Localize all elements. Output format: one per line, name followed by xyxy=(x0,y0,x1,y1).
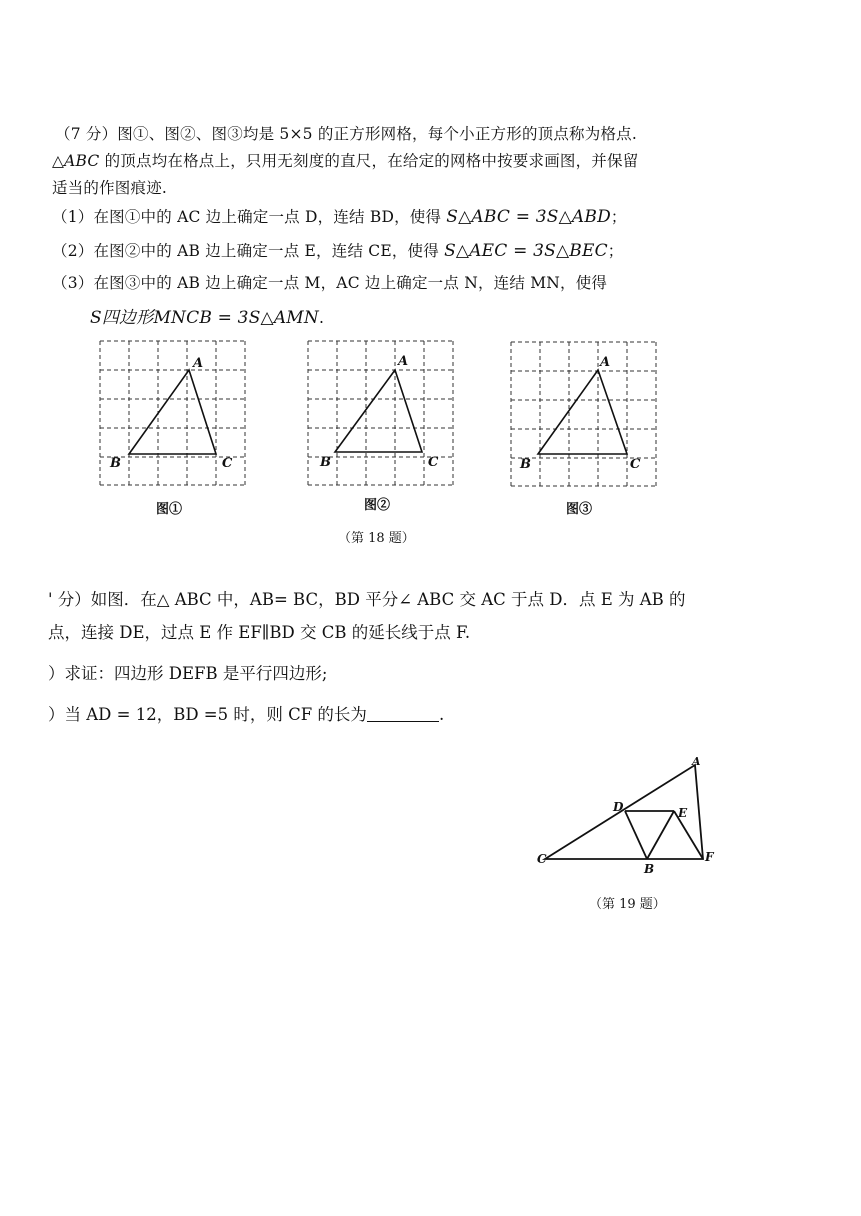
answer-blank xyxy=(367,707,439,722)
q19-part1: ）求证：四边形 DEFB 是平行四边形; xyxy=(48,664,328,683)
q19-figure xyxy=(530,750,730,875)
q19-label-e: E xyxy=(678,806,688,820)
q19-line1: ' 分）如图．在△ ABC 中，AB= BC，BD 平分∠ ABC 交 AC 于点 D．点 E 为 AB 的 xyxy=(48,590,686,609)
q18-part3-formula-line xyxy=(90,303,324,328)
fig3-label-c: C xyxy=(630,457,641,472)
grid-figure-1 xyxy=(92,335,262,495)
triangle-name: ABC xyxy=(64,152,100,170)
grid-figure-3 xyxy=(503,336,673,496)
fig3-caption: 图③ xyxy=(566,502,593,517)
fig1-label-b: B xyxy=(110,456,121,471)
fig3-label-b: B xyxy=(520,457,531,472)
part1-end: ； xyxy=(610,208,627,226)
part3-end: . xyxy=(318,309,325,327)
q19-label-a: A xyxy=(692,755,701,768)
q18-intro-line2 xyxy=(52,149,638,171)
q18-intro-line3: 适当的作图痕迹. xyxy=(52,179,168,197)
q19-label-b: B xyxy=(644,862,655,876)
q19-label-c: C xyxy=(537,852,547,866)
part1-formula: S△ABC = 3S△ABD xyxy=(446,207,611,227)
fig1-caption: 图① xyxy=(156,502,183,517)
part3-formula: S四边形MNCB = 3S△AMN xyxy=(90,308,319,328)
fig3-label-a: A xyxy=(600,355,611,370)
q18-part3: （3）在图③中的 AB 边上确定一点 M，AC 边上确定一点 N，连结 MN，使得 xyxy=(52,274,608,292)
fig2-caption: 图② xyxy=(364,498,391,513)
q19-part2 xyxy=(48,701,444,725)
grid-figure-2 xyxy=(300,335,470,495)
fig1-label-a: A xyxy=(193,356,204,371)
intro-line2-rest: 的顶点均在格点上，只用无刻度的直尺，在给定的网格中按要求画图，并保留 xyxy=(99,152,639,170)
q19-line2: 点，连接 DE，过点 E 作 EF∥BD 交 CB 的延长线于点 F. xyxy=(48,623,471,642)
fig2-label-b: B xyxy=(320,455,331,470)
fig2-label-a: A xyxy=(398,354,409,369)
part1-text: （1）在图①中的 AC 边上确定一点 D，连结 BD，使得 xyxy=(52,208,447,226)
q19-label-d: D xyxy=(613,800,624,814)
q18-part2 xyxy=(52,239,624,261)
q19-label-f: F xyxy=(705,850,714,864)
q18-intro-line1: （7 分）图①、图②、图③均是 5×5 的正方形网格，每个小正方形的顶点称为格点. xyxy=(55,125,637,143)
q18-number: （第 18 题） xyxy=(338,531,415,546)
fig2-label-c: C xyxy=(428,455,439,470)
fig1-label-c: C xyxy=(222,456,233,471)
q19-number: （第 19 题） xyxy=(589,897,666,912)
part2-text: （2）在图②中的 AB 边上确定一点 E，连结 CE，使得 xyxy=(52,242,445,260)
q19-part2-text: ）当 AD = 12，BD =5 时，则 CF 的长为 xyxy=(48,705,367,724)
q18-part1 xyxy=(52,205,627,227)
part2-formula: S△AEC = 3S△BEC xyxy=(444,241,608,261)
part2-end: ； xyxy=(607,242,624,260)
q19-part2-end: . xyxy=(438,705,445,724)
triangle-symbol: △ xyxy=(52,152,65,170)
